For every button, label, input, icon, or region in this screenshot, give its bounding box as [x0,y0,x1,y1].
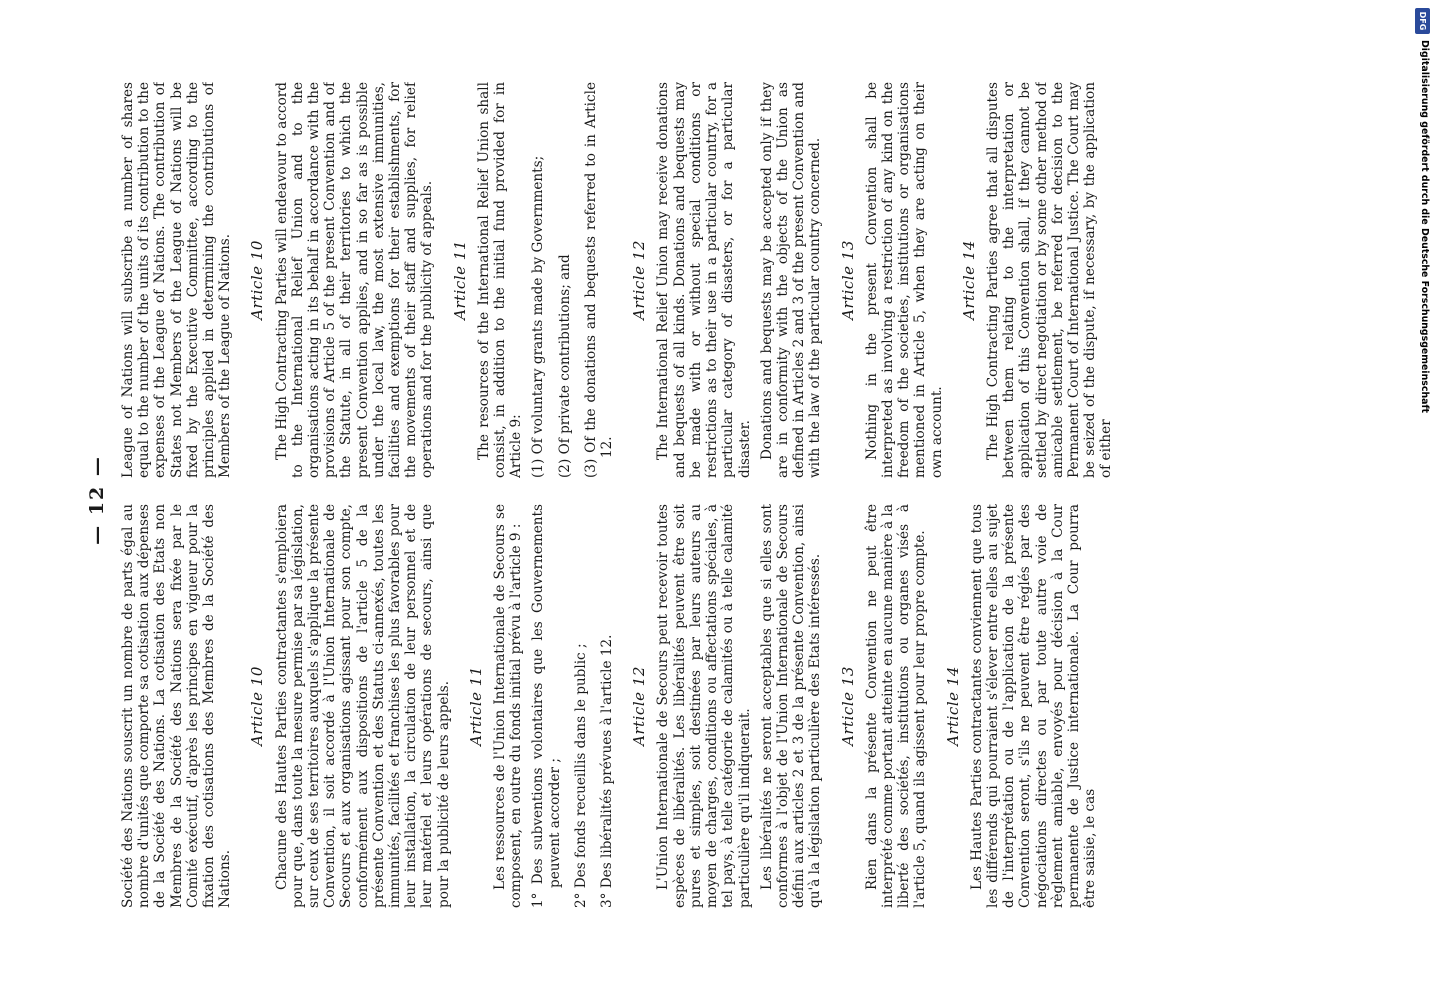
english-article-13-heading: Article 13 [838,240,857,320]
french-column [120,504,1290,908]
page-number: — 12 — [86,455,108,545]
french-article-12-paragraph-2: Les libéralités ne seront acceptables que si elles sont conformes à l'objet de l'Union Internationale de Secours défini aux articles 2 et 3 de la présente Convention, ainsi qu'à la législation particulière des Etats intéressés. [758,504,824,908]
french-article-10-text: Chacune des Hautes Parties contractantes s'emploiera pour que, dans toute la mesure permise par sa législation, sur ceux de ses territoires auxquels s'applique la présente Convention, il soit accordé à l'Union Internationale de Secours et aux organisations agissant pour son compte, conformément aux dispositions de l'article 5 de la présente Convention et des Statuts ci-annexés, toutes les immunités, facilités et franchises les plus favorables pour leur installation, la circulation de leur personnel et de leur matériel et leurs opérations de secours, ainsi que pour la publicité de leurs appels. [273,504,452,908]
french-article-13-text: Rien dans la présente Convention ne peut être interprété comme portant atteinte en aucune manière à la liberté des sociétés, institutions ou organes visés à l'article 5, quand ils agissent pour leur propre compte. [863,504,929,908]
french-intro-paragraph: Société des Nations souscrit un nombre de parts égal au nombre d'unités que comporte sa cotisation aux dépenses de la Société des Nations. La cotisation des Etats non Membres de la Société des Nations sera fixée par le Comité exécutif, d'après les principes en vigueur pour la fixation des cotisations des Membres de la Société des Nations. [120,504,234,908]
english-article-10-heading: Article 10 [248,240,267,320]
dfg-logo [1415,8,1430,34]
french-article-11-list [530,504,615,908]
french-article-14-heading: Article 14 [943,666,962,746]
french-article-10-heading: Article 10 [248,666,267,746]
french-article-12-paragraph-1: L'Union Internationale de Secours peut recevoir toutes espèces de libéralités. Les libéralités peuvent être soit pures et simples, soit destinées par leurs auteurs au moyen de charges, conditions ou affectations spéciales, à tel pays, à telle catégorie de calamités ou à telle calamité particulière qu'il indiquerait. [655,504,753,908]
english-article-11-list [530,82,615,478]
list-item: (3) Of the donations and bequests referred to in Article 12. [582,82,616,478]
list-item: 1° Des subventions volontaires que les Gouvernements peuvent accorder ; [530,504,563,908]
funding-note: Digitalisierung gefördert durch die Deutsche Forschungsgemeinschaft [1419,40,1430,414]
english-intro-paragraph: League of Nations will subscribe a number of shares equal to the number of the units of its contribution to the expenses of the League of Nations. The contribution of States not Members of the League of Nations will be fixed by the Executive Committee, according to the principles applied in determining the contributions of Members of the League of Nations. [120,82,234,478]
english-article-14-heading: Article 14 [959,240,978,320]
dfg-logo-text: DFG [1418,11,1427,31]
english-column [120,82,1290,478]
digitization-sidebar [1414,8,1432,414]
french-article-11-text: Les ressources de l'Union Internationale de Secours se composent, en outre du fonds initial prévu à l'article 9 : [492,504,525,908]
english-article-12-paragraph-1: The International Relief Union may receive donations and bequests of all kinds. Donations and bequests may be made with or without special conditions or restrictions as to their use in a particular country, for a particular category of disasters, or for a particular disaster. [655,82,753,478]
french-article-11-heading: Article 11 [466,666,485,746]
list-item: (1) Of voluntary grants made by Governments; [530,155,547,478]
english-article-14-text: The High Contracting Parties agree that all disputes between them relating to the interpretation or application of this Convention shall, if they cannot be settled by direct negotiation or by some other method of amicable settlement, be referred for decision to the Permanent Court of International Justice. The Court may be seized of the dispute, if necessary, by the application of either [984,82,1115,478]
list-item: 2° Des fonds recueillis dans le public ; [572,643,589,908]
english-article-13-text: Nothing in the present Convention shall be interpreted as involving a restriction of any kind on the freedom of the societies, institutions or organisations mentioned in Article 5, when they are acting on their own account. [863,82,945,478]
list-item: (2) Of private contributions; and [556,254,573,478]
english-article-11-heading: Article 11 [450,240,469,320]
french-article-12-heading: Article 12 [630,666,649,746]
list-item: 3° Des libéralités prévues à l'article 12. [599,634,616,908]
french-article-13-heading: Article 13 [838,666,857,746]
english-article-12-heading: Article 12 [630,240,649,320]
english-article-10-text: The High Contracting Parties will endeavour to accord to the International Relief Union and to the organisations acting in its behalf in accordance with the provisions of Article 5 of the present Convention and of the Statute, in all of their territories to which the present Convention applies, and in so far as is possible under the local law, the most extensive immunities, facilities and exemptions for their establishments, for the movements of their staff and supplies, for relief operations and for the publicity of appeals. [273,82,436,478]
english-article-11-text: The resources of the International Relief Union shall consist, in addition to the initial fund provided for in Article 9: [475,82,525,478]
english-article-12-paragraph-2: Donations and bequests may be accepted only if they are in conformity with the objects of the Union as defined in Articles 2 and 3 of the present Convention and with the law of the particular country concerned. [758,82,824,478]
french-article-14-text: Les Hautes Parties contractantes conviennent que tous les différends qui pourraient s'élever entre elles au sujet de l'interprétation ou de l'application de la présente Convention seront, s'ils ne peuvent être réglés par des négociations directes ou par toute autre voie de règlement amiable, envoyés pour décision à la Cour permanente de Justice internationale. La Cour pourra être saisie, le cas [968,504,1099,908]
